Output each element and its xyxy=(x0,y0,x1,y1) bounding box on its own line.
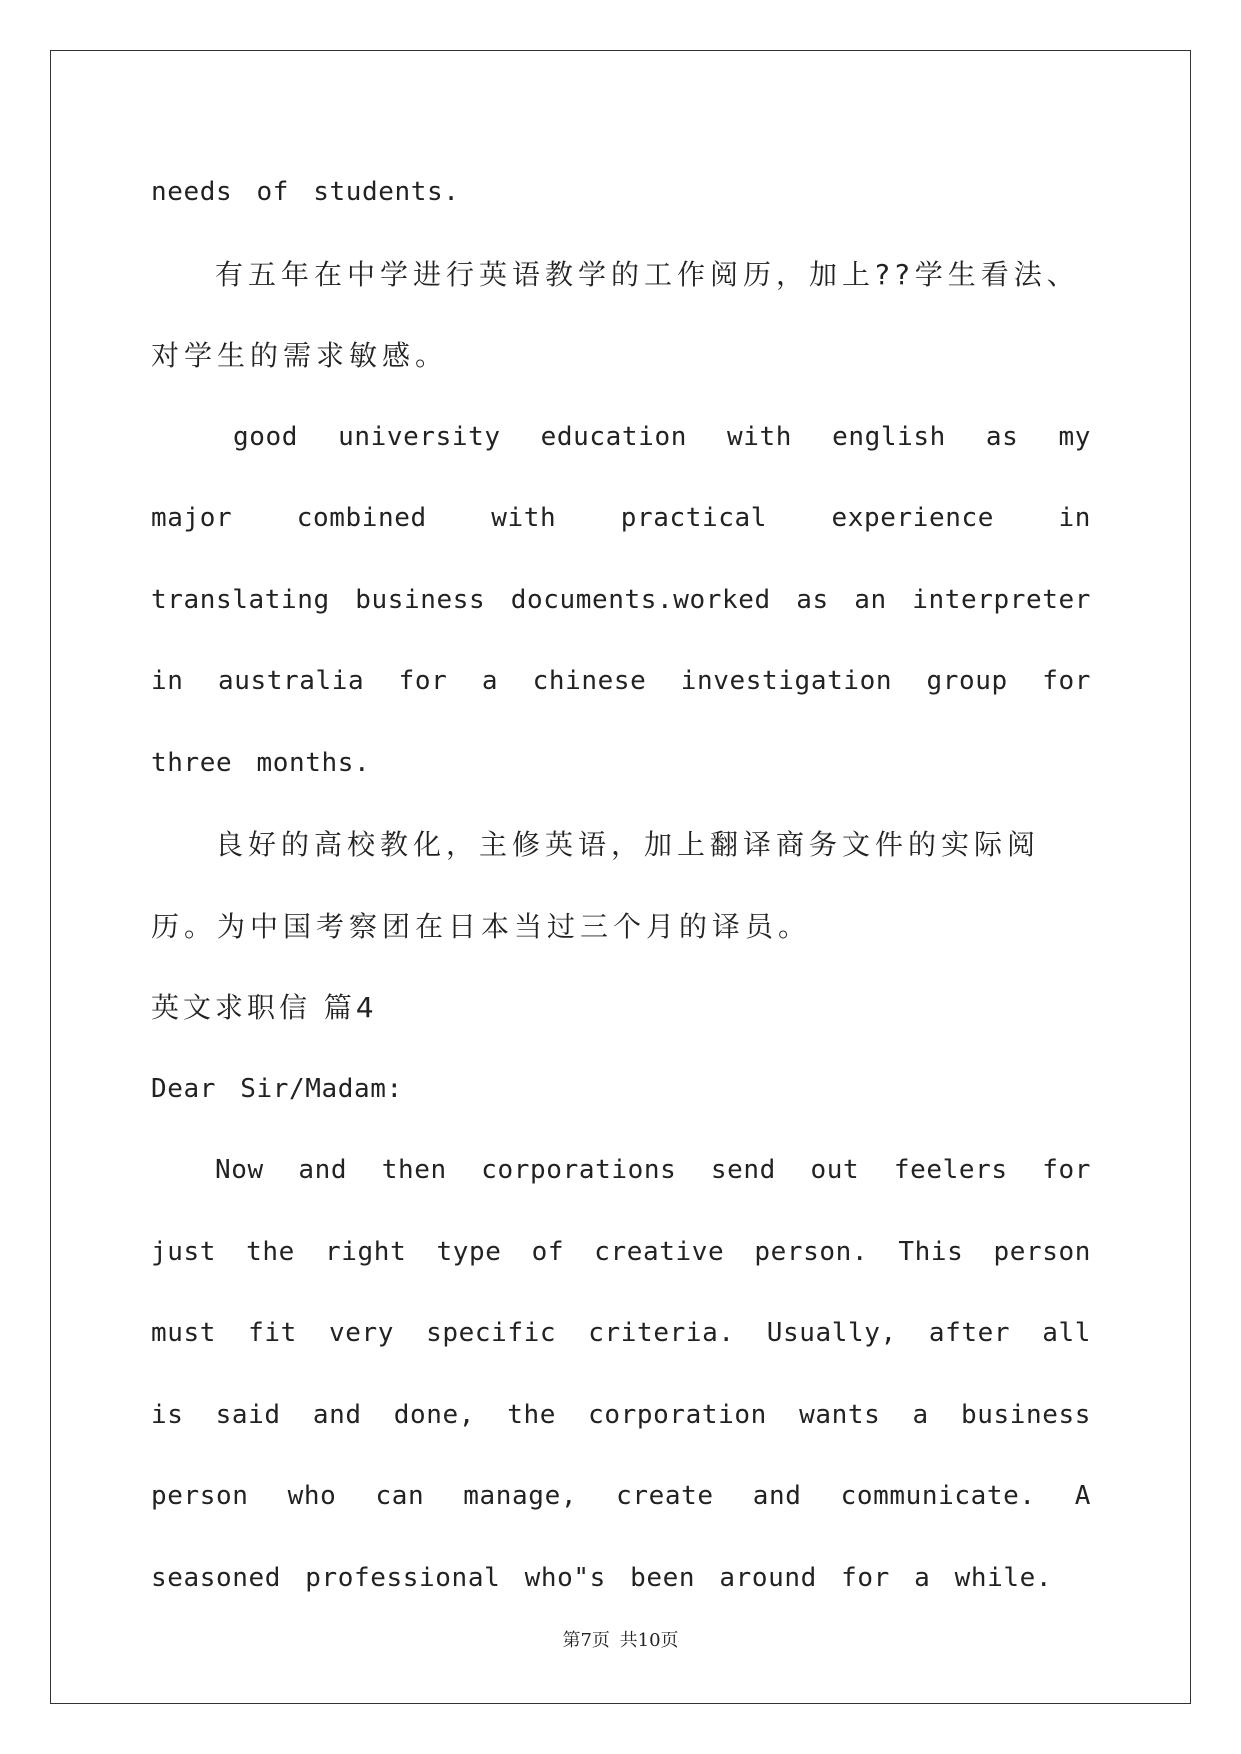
paragraph-english-2: Now and then corporations send out feelers for just the right type of creative person. This person must fit very specific criteria. Usually, after all is said and done, the corporation wants a business person who can manage, create and communicate. A seasoned professional who"s been around for a while. xyxy=(151,1155,1091,1593)
paragraph-english-1: good university education with english as my major combined with practical experience in translating business documents.worked as an interpreter in australia for a chinese investigation group for three months. xyxy=(151,421,1091,778)
page-footer xyxy=(0,1626,1241,1652)
paragraph-chinese-2: 良好的高校教化，主修英语，加上翻译商务文件的实际阅历。为中国考察团在日本当过三个月的译员。 xyxy=(151,828,1041,943)
paragraph-chinese-1: 有五年在中学进行英语教学的工作阅历，加上??学生看法、对学生的需求敏感。 xyxy=(151,257,1080,372)
section-heading: 英文求职信 篇4 xyxy=(151,991,378,1024)
document-body xyxy=(151,152,1091,1619)
salutation: Dear Sir/Madam: xyxy=(151,1073,403,1104)
page-number: 第7页 xyxy=(562,1630,610,1651)
page-total: 共10页 xyxy=(619,1630,679,1651)
paragraph-continuation: needs of students. xyxy=(151,177,460,207)
